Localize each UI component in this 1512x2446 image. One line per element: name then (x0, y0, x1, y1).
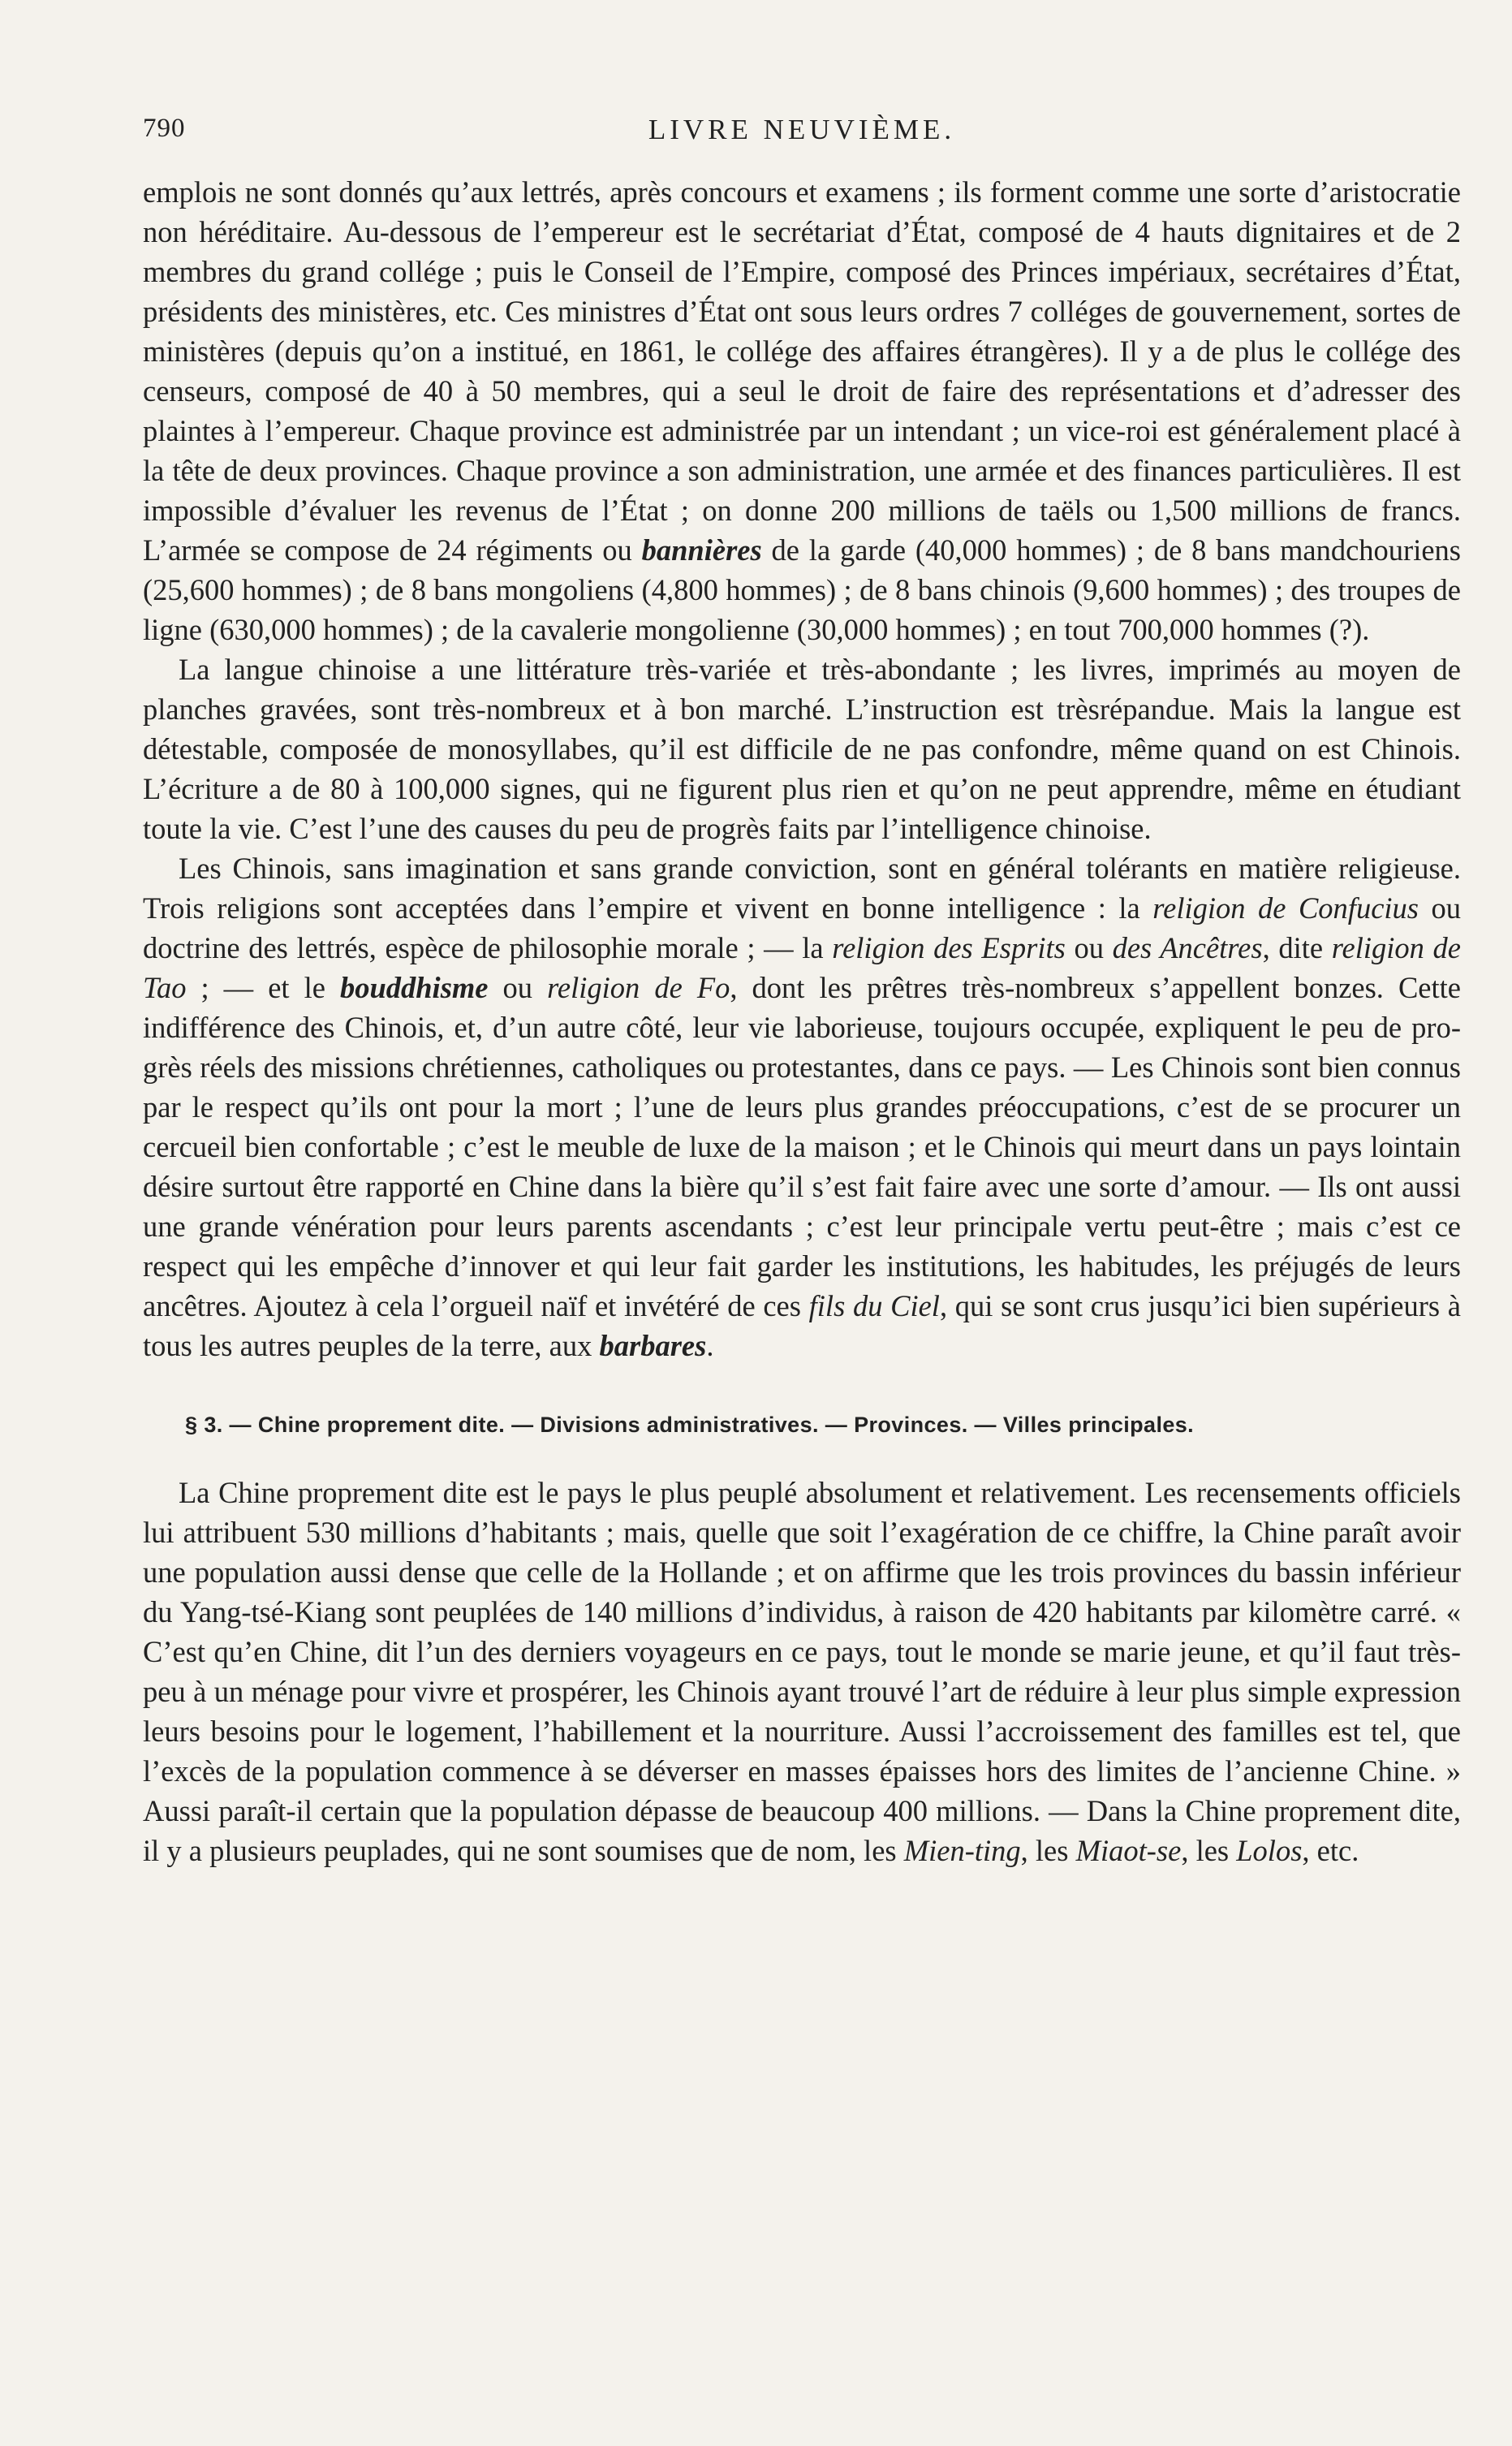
body-text (143, 172, 1461, 1870)
page-number: 790 (143, 114, 186, 143)
section-heading: § 3. — Chine proprement dite. — Divisions administratives. — Provinces. — Villes principales. (185, 1413, 1195, 1437)
running-head (143, 114, 1461, 154)
book-title: LIVRE NEUVIÈME. (648, 114, 956, 145)
paragraph-administration: emplois ne sont donnés qu’aux lettrés, après concours et examens ; ils forment comme une sorte d’aristocratie non héréditaire. Au-dessous de l’empereur est le secrétariat d’État, composé de 4 hauts dignitaires et de 2 membres du grand collége ; puis le Conseil de l’Empire, composé des Princes impériaux, secrétaires d’État, présidents des ministères, etc. Ces ministres d’État ont sous leurs ordres 7 colléges de gouvernement, sortes de ministères (depuis qu’on a institué, en 1861, le collége des affaires étrangères). Il y a de plus le collége des censeurs, composé de 40 à 50 membres, qui a seul le droit de faire des représentations et d’adresser des plaintes à l’empereur. Chaque province est administrée par un intendant ; un vice-roi est généralement placé à la tête de deux provinces. Chaque province a son administration, une armée et des finances particulières. Il est impossible d’évaluer les revenus de l’État ; on donne 200 millions de taëls ou 1,500 millions de francs. L’armée se compose de 24 régiments ou bannières de la garde (40,000 hommes) ; de 8 bans mandchouriens (25,600 hommes) ; de 8 bans mongoliens (4,800 hommes) ; de 8 bans chinois (9,600 hommes) ; des troupes de ligne (630,000 hommes) ; de la cavalerie mongolienne (30,000 hommes) ; en tout 700,000 hommes (?). (143, 175, 1461, 646)
paragraph-religion: Les Chinois, sans imagination et sans grande conviction, sont en général tolérants en matière religieuse. Trois religions sont acceptées dans l’empire et vivent en bonne intelligence : la religion de Confucius ou doctrine des lettrés, espèce de philosophie morale ; — la religion des Esprits ou des Ancêtres, dite religion de Tao ; — et le bouddhisme ou religion de Fo, dont les prêtres très-nombreux s’appellent bonzes. Cette indifférence des Chinois, et, d’un autre côté, leur vie laborieuse, toujours occupée, expliquent le peu de progrès réels des missions chrétiennes, catholiques ou protestantes, dans ce pays. — Les Chinois sont bien connus par le respect qu’ils ont pour la mort ; l’une de leurs plus grandes préoccupations, c’est de se procurer un cercueil bien confortable ; c’est le meuble de luxe de la maison ; et le Chinois qui meurt dans un pays lointain désire surtout être rapporté en Chine dans la bière qu’il s’est fait faire avec une sorte d’amour. — Ils ont aussi une grande vénération pour leurs parents ascendants ; c’est leur principale vertu peut-être ; mais c’est ce respect qui les empêche d’innover et qui leur fait garder les institutions, les habitudes, les préjugés de leurs ancêtres. Ajoutez à cela l’orgueil naïf et invétéré de ces fils du Ciel, qui se sont crus jusqu’ici bien supérieurs à tous les autres peuples de la terre, aux barbares. (143, 852, 1462, 1362)
paragraph-language: La langue chinoise a une littérature très-variée et très-abondante ; les livres, imprimés au moyen de planches gravées, sont très-nombreux et à bon marché. L’instruction est trèsrépandue. Mais la langue est détestable, composée de monosyllabes, qu’il est difficile de ne pas confondre, même quand on est Chinois. L’écriture a de 80 à 100,000 signes, qui ne figurent plus rien et qu’on ne peut apprendre, même en étudiant toute la vie. C’est l’une des causes du peu de progrès faits par l’intelligence chinoise. (143, 653, 1461, 845)
paragraph-population: La Chine proprement dite est le pays le plus peuplé absolument et relativement. Les recensements officiels lui attribuent 530 millions d’habitants ; mais, quelle que soit l’exagération de ce chiffre, la Chine paraît avoir une population aussi dense que celle de la Hollande ; et on affirme que les trois provinces du bassin inférieur du Yang-tsé-Kiang sont peuplées de 140 millions d’individus, à raison de 420 habitants par kilomètre carré. « C’est qu’en Chine, dit l’un des derniers voyageurs en ce pays, tout le monde se marie jeune, et qu’il faut trèspeu à un ménage pour vivre et prospérer, les Chinois ayant trouvé l’art de réduire à leur plus simple expression leurs besoins pour le logement, l’habillement et la nourriture. Aussi l’accroissement des familles est tel, que l’excès de la population commence à se déverser en masses épaisses hors des limites de l’ancienne Chine. » Aussi paraît-il certain que la population dépasse de beaucoup 400 millions. — Dans la Chine proprement dite, il y a plusieurs peuplades, qui ne sont soumises que de nom, les Mien-ting, les Miaot-se, les Lolos, etc. (143, 1476, 1461, 1867)
